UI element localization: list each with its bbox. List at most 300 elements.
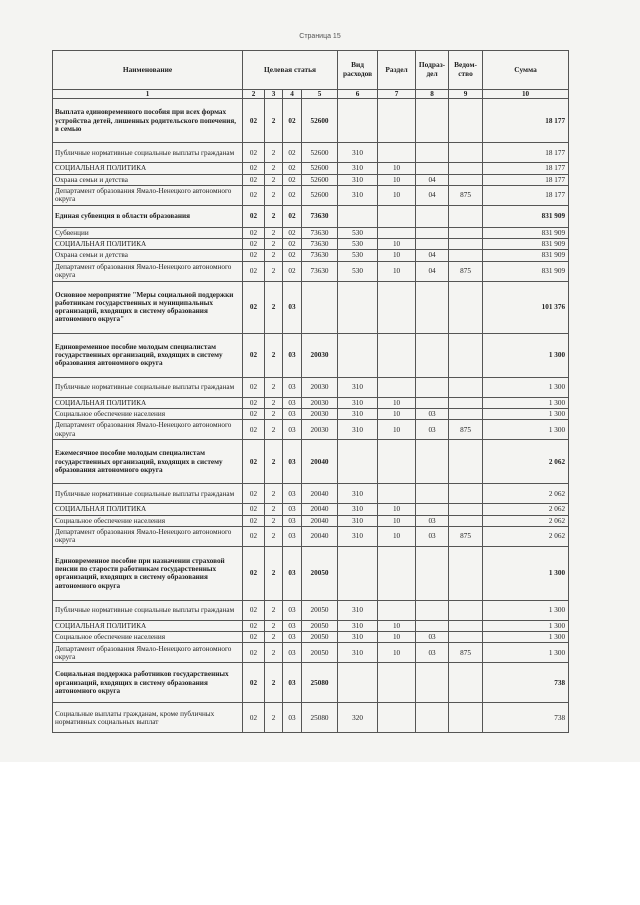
column-number: 6 <box>338 90 378 99</box>
amount: 18 177 <box>483 185 569 205</box>
expense-type: 530 <box>338 227 378 238</box>
code-program: 02 <box>243 420 265 440</box>
section: 10 <box>378 643 416 663</box>
department <box>449 227 483 238</box>
code-activity: 03 <box>283 620 302 631</box>
amount: 101 376 <box>483 281 569 333</box>
code-direction <box>302 281 338 333</box>
department <box>449 333 483 377</box>
code-activity: 03 <box>283 333 302 377</box>
section <box>378 484 416 504</box>
expense-type <box>338 333 378 377</box>
column-number: 10 <box>483 90 569 99</box>
code-direction: 25080 <box>302 663 338 703</box>
code-direction: 73630 <box>302 239 338 250</box>
header-vedomstvo: Ведом-ство <box>449 51 483 90</box>
section: 10 <box>378 174 416 185</box>
subsection <box>416 546 449 600</box>
header-podrazdel: Подраз-дел <box>416 51 449 90</box>
row-name: Единовременное пособие молодым специалистам государственных организаций, входящих в систему образования автономного округа <box>53 333 243 377</box>
code-subprogram: 2 <box>265 643 283 663</box>
code-activity: 02 <box>283 261 302 281</box>
table-row <box>53 205 569 227</box>
amount: 738 <box>483 703 569 733</box>
code-direction: 25080 <box>302 703 338 733</box>
amount: 2 062 <box>483 504 569 515</box>
expense-type: 530 <box>338 239 378 250</box>
amount: 18 177 <box>483 174 569 185</box>
budget-table <box>52 50 569 733</box>
subsection <box>416 703 449 733</box>
code-direction: 20040 <box>302 526 338 546</box>
department <box>449 205 483 227</box>
subsection <box>416 620 449 631</box>
header-name: Наименование <box>53 51 243 90</box>
row-name: Социальные выплаты гражданам, кроме публичных нормативных социальных выплат <box>53 703 243 733</box>
code-activity: 02 <box>283 227 302 238</box>
table-row <box>53 620 569 631</box>
code-activity: 03 <box>283 663 302 703</box>
expense-type: 310 <box>338 174 378 185</box>
code-activity: 03 <box>283 632 302 643</box>
table-row <box>53 333 569 377</box>
code-subprogram: 2 <box>265 504 283 515</box>
code-program: 02 <box>243 281 265 333</box>
subsection <box>416 163 449 174</box>
code-direction: 20040 <box>302 515 338 526</box>
code-subprogram: 2 <box>265 632 283 643</box>
department <box>449 600 483 620</box>
code-subprogram: 2 <box>265 440 283 484</box>
subsection: 04 <box>416 261 449 281</box>
code-subprogram: 2 <box>265 420 283 440</box>
department <box>449 99 483 143</box>
department <box>449 620 483 631</box>
department: 875 <box>449 420 483 440</box>
code-activity: 02 <box>283 205 302 227</box>
expense-type: 530 <box>338 261 378 281</box>
code-direction: 73630 <box>302 261 338 281</box>
expense-type: 310 <box>338 397 378 408</box>
code-activity: 03 <box>283 515 302 526</box>
table-row <box>53 185 569 205</box>
code-direction: 20040 <box>302 504 338 515</box>
code-program: 02 <box>243 205 265 227</box>
department <box>449 397 483 408</box>
code-program: 02 <box>243 620 265 631</box>
section <box>378 99 416 143</box>
subsection: 04 <box>416 185 449 205</box>
code-direction: 20050 <box>302 546 338 600</box>
amount: 1 300 <box>483 420 569 440</box>
row-name: Департамент образования Ямало-Ненецкого автономного округа <box>53 420 243 440</box>
header-row <box>53 51 569 90</box>
section: 10 <box>378 526 416 546</box>
row-name: СОЦИАЛЬНАЯ ПОЛИТИКА <box>53 620 243 631</box>
code-activity: 03 <box>283 643 302 663</box>
subsection <box>416 397 449 408</box>
code-subprogram: 2 <box>265 408 283 419</box>
column-number-row <box>53 90 569 99</box>
code-direction: 20050 <box>302 643 338 663</box>
table-body <box>53 90 569 733</box>
section: 10 <box>378 420 416 440</box>
code-activity: 02 <box>283 143 302 163</box>
subsection <box>416 99 449 143</box>
code-program: 02 <box>243 174 265 185</box>
table-row <box>53 632 569 643</box>
code-subprogram: 2 <box>265 261 283 281</box>
department: 875 <box>449 526 483 546</box>
subsection <box>416 504 449 515</box>
row-name: СОЦИАЛЬНАЯ ПОЛИТИКА <box>53 504 243 515</box>
code-program: 02 <box>243 163 265 174</box>
department: 875 <box>449 261 483 281</box>
row-name: Социальная поддержка работников государственных организаций, входящих в систему образования автономного округа <box>53 663 243 703</box>
subsection <box>416 227 449 238</box>
row-name: Публичные нормативные социальные выплаты гражданам <box>53 484 243 504</box>
table-row <box>53 397 569 408</box>
subsection <box>416 440 449 484</box>
department <box>449 703 483 733</box>
section: 10 <box>378 408 416 419</box>
department <box>449 440 483 484</box>
code-direction: 20030 <box>302 420 338 440</box>
subsection <box>416 205 449 227</box>
section <box>378 703 416 733</box>
code-direction: 52600 <box>302 143 338 163</box>
subsection <box>416 143 449 163</box>
department <box>449 504 483 515</box>
code-program: 02 <box>243 408 265 419</box>
subsection: 04 <box>416 250 449 261</box>
expense-type <box>338 281 378 333</box>
code-program: 02 <box>243 185 265 205</box>
table-row <box>53 261 569 281</box>
amount: 1 300 <box>483 408 569 419</box>
expense-type <box>338 546 378 600</box>
code-direction: 20030 <box>302 333 338 377</box>
code-program: 02 <box>243 484 265 504</box>
code-program: 02 <box>243 333 265 377</box>
section <box>378 333 416 377</box>
table-row <box>53 408 569 419</box>
code-subprogram: 2 <box>265 99 283 143</box>
amount: 1 300 <box>483 620 569 631</box>
department <box>449 484 483 504</box>
table-row <box>53 281 569 333</box>
code-activity: 02 <box>283 239 302 250</box>
code-subprogram: 2 <box>265 377 283 397</box>
code-activity: 03 <box>283 420 302 440</box>
code-activity: 03 <box>283 397 302 408</box>
code-program: 02 <box>243 703 265 733</box>
table-row <box>53 643 569 663</box>
page-label: Страница 15 <box>299 33 341 40</box>
code-program: 02 <box>243 632 265 643</box>
table-row <box>53 600 569 620</box>
table-row <box>53 143 569 163</box>
code-subprogram: 2 <box>265 600 283 620</box>
row-name: Выплата единовременного пособия при всех формах устройства детей, лишенных родительского попечения, в семью <box>53 99 243 143</box>
department <box>449 174 483 185</box>
amount: 1 300 <box>483 377 569 397</box>
table-row <box>53 663 569 703</box>
amount: 18 177 <box>483 143 569 163</box>
code-activity: 02 <box>283 163 302 174</box>
row-name: Департамент образования Ямало-Ненецкого автономного округа <box>53 643 243 663</box>
row-name: Департамент образования Ямало-Ненецкого автономного округа <box>53 185 243 205</box>
code-subprogram: 2 <box>265 484 283 504</box>
column-number: 5 <box>302 90 338 99</box>
expense-type: 310 <box>338 526 378 546</box>
expense-type <box>338 440 378 484</box>
code-subprogram: 2 <box>265 174 283 185</box>
code-program: 02 <box>243 227 265 238</box>
amount: 2 062 <box>483 515 569 526</box>
section <box>378 663 416 703</box>
row-name: Социальное обеспечение населения <box>53 408 243 419</box>
row-name: Субвенции <box>53 227 243 238</box>
code-program: 02 <box>243 239 265 250</box>
expense-type: 310 <box>338 143 378 163</box>
code-program: 02 <box>243 143 265 163</box>
row-name: Ежемесячное пособие молодым специалистам государственных организаций, входящих в систему образования автономного округа <box>53 440 243 484</box>
section <box>378 227 416 238</box>
expense-type: 310 <box>338 420 378 440</box>
row-name: Единая субвенция в области образования <box>53 205 243 227</box>
table-row <box>53 515 569 526</box>
department: 875 <box>449 643 483 663</box>
code-direction: 52600 <box>302 174 338 185</box>
table-row <box>53 526 569 546</box>
column-number: 7 <box>378 90 416 99</box>
subsection <box>416 600 449 620</box>
column-number: 9 <box>449 90 483 99</box>
expense-type: 310 <box>338 163 378 174</box>
code-direction: 20040 <box>302 440 338 484</box>
row-name: Публичные нормативные социальные выплаты гражданам <box>53 143 243 163</box>
table-row <box>53 377 569 397</box>
code-direction: 20040 <box>302 484 338 504</box>
table-row <box>53 440 569 484</box>
code-activity: 02 <box>283 250 302 261</box>
column-number: 2 <box>243 90 265 99</box>
code-activity: 03 <box>283 546 302 600</box>
table-row <box>53 504 569 515</box>
code-program: 02 <box>243 515 265 526</box>
table-row <box>53 174 569 185</box>
code-subprogram: 2 <box>265 620 283 631</box>
code-program: 02 <box>243 397 265 408</box>
table-row <box>53 163 569 174</box>
row-name: Социальное обеспечение населения <box>53 632 243 643</box>
row-name: СОЦИАЛЬНАЯ ПОЛИТИКА <box>53 239 243 250</box>
code-program: 02 <box>243 250 265 261</box>
code-subprogram: 2 <box>265 185 283 205</box>
row-name: Охрана семьи и детства <box>53 174 243 185</box>
subsection <box>416 281 449 333</box>
amount: 831 909 <box>483 261 569 281</box>
section: 10 <box>378 632 416 643</box>
subsection: 03 <box>416 632 449 643</box>
expense-type: 310 <box>338 185 378 205</box>
column-number: 3 <box>265 90 283 99</box>
code-subprogram: 2 <box>265 333 283 377</box>
expense-type: 310 <box>338 643 378 663</box>
code-program: 02 <box>243 600 265 620</box>
row-name: Единовременное пособие при назначении страховой пенсии по старости работникам государственных организаций, входящих в систему образования автономного округа <box>53 546 243 600</box>
expense-type: 310 <box>338 504 378 515</box>
code-subprogram: 2 <box>265 397 283 408</box>
section: 10 <box>378 515 416 526</box>
subsection <box>416 663 449 703</box>
code-activity: 03 <box>283 377 302 397</box>
row-name: Охрана семьи и детства <box>53 250 243 261</box>
subsection: 03 <box>416 526 449 546</box>
column-number: 1 <box>53 90 243 99</box>
header-target: Целевая статья <box>243 51 338 90</box>
amount: 1 300 <box>483 397 569 408</box>
table-row <box>53 546 569 600</box>
row-name: Публичные нормативные социальные выплаты гражданам <box>53 600 243 620</box>
code-subprogram: 2 <box>265 239 283 250</box>
section <box>378 440 416 484</box>
subsection: 03 <box>416 420 449 440</box>
subsection <box>416 377 449 397</box>
department <box>449 143 483 163</box>
code-program: 02 <box>243 504 265 515</box>
code-activity: 03 <box>283 484 302 504</box>
amount: 1 300 <box>483 643 569 663</box>
section <box>378 143 416 163</box>
expense-type: 310 <box>338 600 378 620</box>
amount: 831 909 <box>483 250 569 261</box>
section: 10 <box>378 163 416 174</box>
code-activity: 02 <box>283 99 302 143</box>
row-name: Департамент образования Ямало-Ненецкого автономного округа <box>53 526 243 546</box>
code-program: 02 <box>243 663 265 703</box>
department <box>449 377 483 397</box>
header-summa: Сумма <box>483 51 569 90</box>
table-row <box>53 99 569 143</box>
code-program: 02 <box>243 261 265 281</box>
code-activity: 03 <box>283 703 302 733</box>
code-program: 02 <box>243 546 265 600</box>
subsection: 03 <box>416 643 449 663</box>
code-direction: 52600 <box>302 163 338 174</box>
expense-type: 530 <box>338 250 378 261</box>
code-direction: 20050 <box>302 620 338 631</box>
code-activity: 02 <box>283 174 302 185</box>
table-row <box>53 703 569 733</box>
subsection <box>416 484 449 504</box>
department <box>449 239 483 250</box>
code-activity: 03 <box>283 440 302 484</box>
code-subprogram: 2 <box>265 281 283 333</box>
department <box>449 163 483 174</box>
code-direction: 73630 <box>302 250 338 261</box>
code-subprogram: 2 <box>265 663 283 703</box>
department <box>449 663 483 703</box>
subsection: 04 <box>416 174 449 185</box>
amount: 1 300 <box>483 632 569 643</box>
code-program: 02 <box>243 440 265 484</box>
section <box>378 377 416 397</box>
amount: 2 062 <box>483 526 569 546</box>
department <box>449 408 483 419</box>
table-row <box>53 227 569 238</box>
amount: 18 177 <box>483 163 569 174</box>
row-name: Публичные нормативные социальные выплаты гражданам <box>53 377 243 397</box>
code-program: 02 <box>243 99 265 143</box>
department <box>449 281 483 333</box>
section: 10 <box>378 261 416 281</box>
code-subprogram: 2 <box>265 250 283 261</box>
expense-type: 310 <box>338 515 378 526</box>
code-program: 02 <box>243 526 265 546</box>
code-direction: 52600 <box>302 99 338 143</box>
department <box>449 632 483 643</box>
code-direction: 73630 <box>302 205 338 227</box>
code-activity: 03 <box>283 526 302 546</box>
amount: 738 <box>483 663 569 703</box>
code-activity: 03 <box>283 504 302 515</box>
section: 10 <box>378 620 416 631</box>
amount: 1 300 <box>483 546 569 600</box>
amount: 1 300 <box>483 333 569 377</box>
subsection: 03 <box>416 408 449 419</box>
amount: 2 062 <box>483 440 569 484</box>
subsection: 03 <box>416 515 449 526</box>
code-subprogram: 2 <box>265 526 283 546</box>
table-row <box>53 239 569 250</box>
section: 10 <box>378 250 416 261</box>
department <box>449 515 483 526</box>
code-direction: 20030 <box>302 408 338 419</box>
header-razdel: Раздел <box>378 51 416 90</box>
department <box>449 250 483 261</box>
code-direction: 20030 <box>302 397 338 408</box>
table-row <box>53 420 569 440</box>
subsection <box>416 239 449 250</box>
section <box>378 205 416 227</box>
code-subprogram: 2 <box>265 205 283 227</box>
expense-type <box>338 663 378 703</box>
row-name: Департамент образования Ямало-Ненецкого автономного округа <box>53 261 243 281</box>
code-subprogram: 2 <box>265 143 283 163</box>
code-direction: 20050 <box>302 600 338 620</box>
code-subprogram: 2 <box>265 546 283 600</box>
expense-type: 310 <box>338 408 378 419</box>
code-program: 02 <box>243 643 265 663</box>
section: 10 <box>378 239 416 250</box>
amount: 2 062 <box>483 484 569 504</box>
expense-type: 310 <box>338 632 378 643</box>
amount: 18 177 <box>483 99 569 143</box>
section: 10 <box>378 504 416 515</box>
row-name: Социальное обеспечение населения <box>53 515 243 526</box>
expense-type: 310 <box>338 377 378 397</box>
code-direction: 52600 <box>302 185 338 205</box>
section: 10 <box>378 397 416 408</box>
expense-type: 310 <box>338 620 378 631</box>
expense-type <box>338 205 378 227</box>
row-name: Основное мероприятие "Меры социальной поддержки работникам государственных и муниципальных организаций, входящих в систему образования автономного округа" <box>53 281 243 333</box>
section: 10 <box>378 185 416 205</box>
row-name: СОЦИАЛЬНАЯ ПОЛИТИКА <box>53 163 243 174</box>
department <box>449 546 483 600</box>
